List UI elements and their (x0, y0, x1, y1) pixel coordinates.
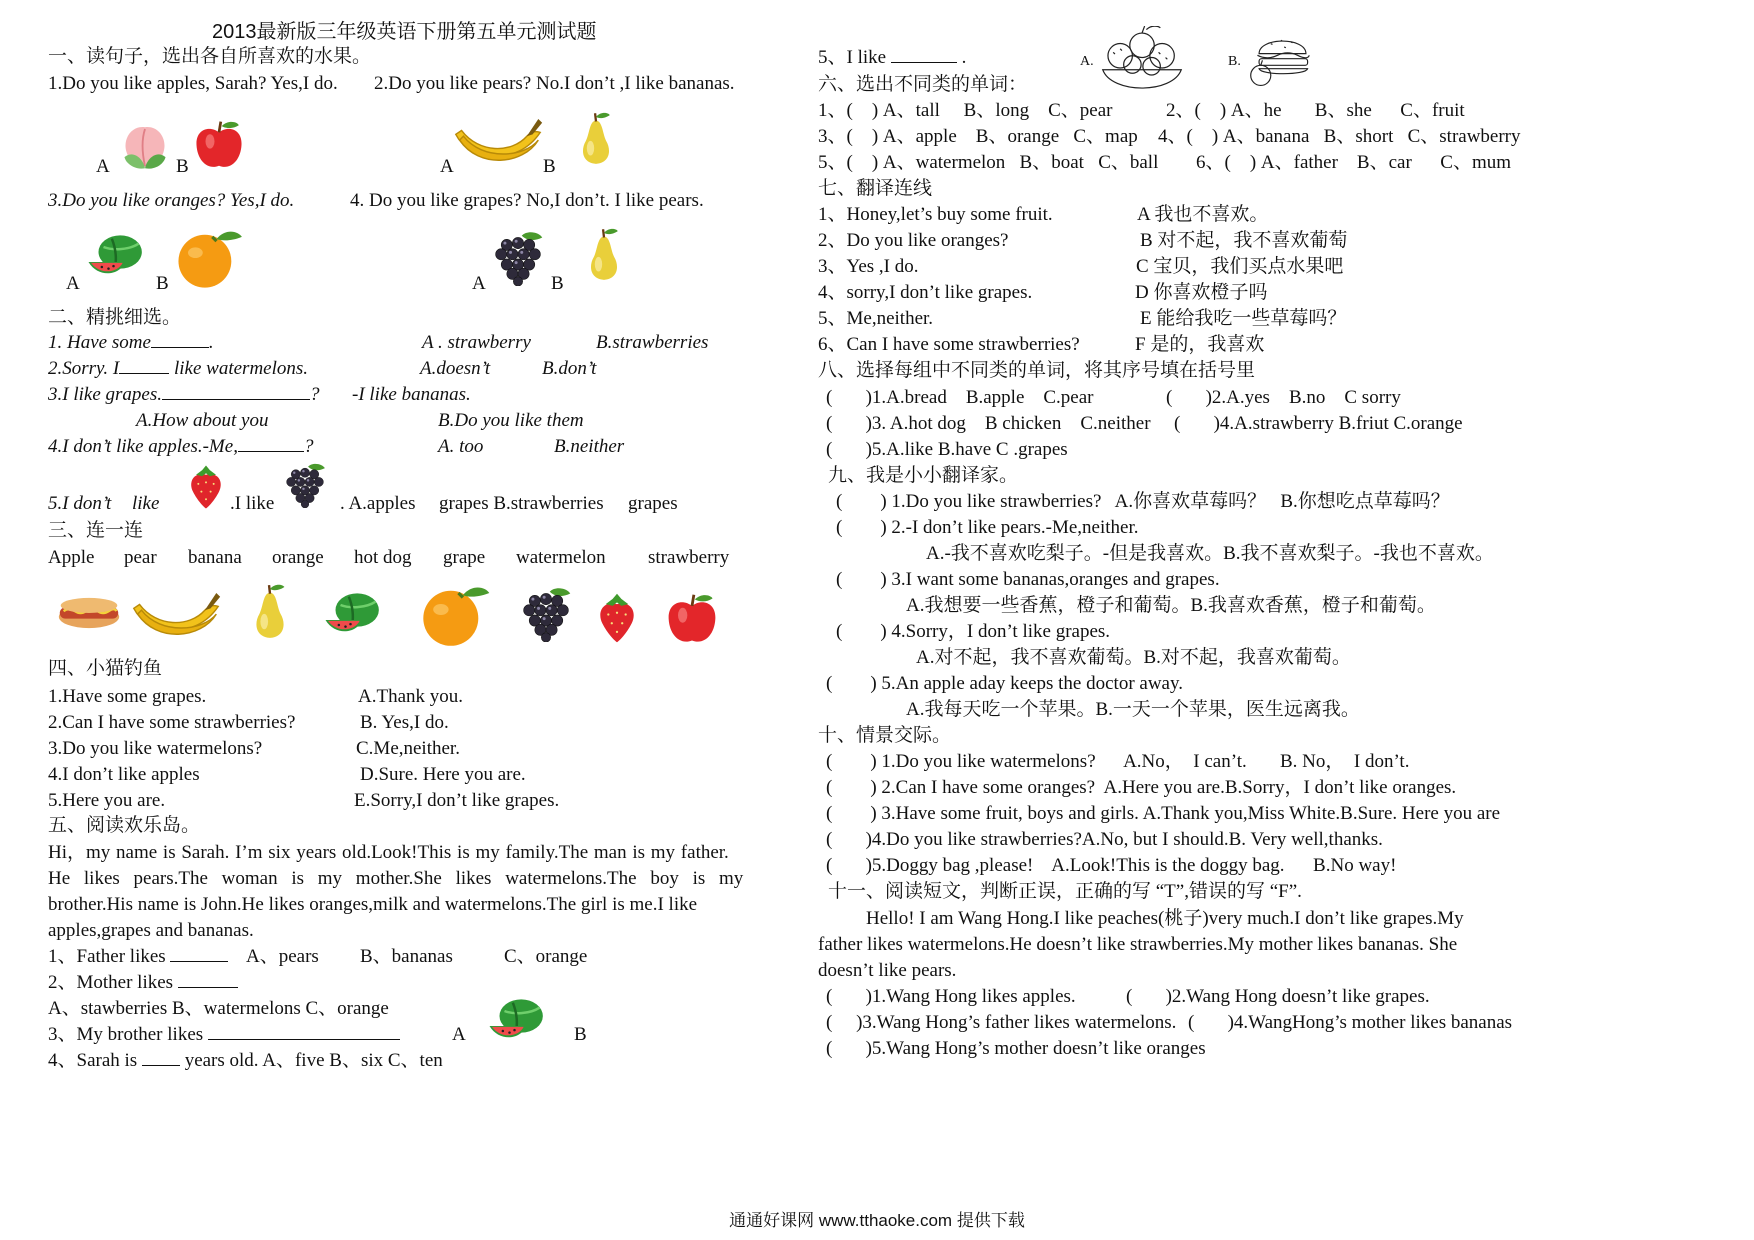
s6-q2: 2、( ) A、he B、she C、fruit (1166, 100, 1465, 121)
s7-left-0: 1、Honey,let’s buy some fruit. (818, 204, 1053, 225)
s2-q3-option-b: B.Do you like them (438, 410, 584, 431)
s4-heading: 四、小猫钓鱼 (48, 658, 163, 679)
s7-heading: 七、翻译连线 (818, 178, 933, 199)
pear-icon (246, 580, 294, 644)
grape-icon (490, 230, 546, 286)
s1-q1-label-a: A (96, 156, 110, 177)
s2-q1-option-b: B.strawberries (596, 332, 709, 353)
s9-q4: ( ) 4.Sorry，I don’t like grapes. (836, 621, 1111, 642)
s5-passage-4: apples,grapes and bananas. (48, 920, 254, 941)
s1-q2-label-a: A (440, 156, 454, 177)
s6-q4: 4、( ) A、banana B、short C、strawberry (1158, 126, 1521, 147)
s1-q2-label-b: B (543, 156, 556, 177)
s3-word-3: orange (272, 547, 324, 568)
s8-q3: ( )3. A.hot dog B chicken C.neither (826, 413, 1151, 434)
s11-passage-2: father likes watermelons.He doesn’t like strawberries.My mother likes bananas. She (818, 934, 1458, 955)
s9-heading: 九、我是小小翻译家。 (828, 465, 1019, 486)
peach-icon (114, 116, 176, 172)
s7-left-2: 3、Yes ,I do. (818, 256, 919, 277)
s2-q5-like: like (132, 493, 160, 514)
hotdog-icon (56, 594, 122, 632)
s4-right-4: E.Sorry,I don’t like grapes. (354, 790, 560, 811)
s2-q3: 3.I like grapes. ? (48, 384, 320, 405)
s1-q2: 2.Do you like pears? No.I don’t ,I like bananas. (374, 73, 735, 94)
s3-word-1: pear (124, 547, 157, 568)
s7-right-0: A 我也不喜欢。 (1137, 204, 1269, 225)
s7-right-2: C 宝贝，我们买点水果吧 (1136, 256, 1344, 277)
s7-left-1: 2、Do you like oranges? (818, 230, 1009, 251)
orange-icon (170, 226, 244, 290)
pear-icon (581, 224, 627, 286)
s4-left-3: 4.I don’t like apples (48, 764, 200, 785)
s3-word-6: watermelon (516, 547, 606, 568)
s6-q6: 6、( ) A、father B、car C、mum (1196, 152, 1512, 173)
s1-q4-label-a: A (472, 273, 486, 294)
s2-q1-option-a: A . strawberry (422, 332, 531, 353)
s4-left-1: 2.Can I have some strawberries? (48, 712, 296, 733)
s5-passage-2: He likes pears.The woman is my mother.She likes watermelons.The boy is my (48, 868, 744, 889)
s2-q4: 4.I don’t like apples.-Me, ? (48, 436, 314, 457)
s5-passage-1: Hi，my name is Sarah. I’m six years old.Look!This is my family.The man is my father. (48, 842, 729, 863)
s2-heading: 二、精挑细选。 (48, 307, 182, 328)
s7-right-4: E 能给我吃一些草莓吗？ (1140, 308, 1347, 329)
s1-heading: 一、读句子，选出各自所喜欢的水果。 (48, 46, 372, 67)
s5-q3-label-a: A (452, 1024, 466, 1045)
s2-q5-start: 5.I don’t (48, 493, 112, 514)
s2-q3-answer: -I like bananas. (352, 384, 471, 405)
s7-right-3: D 你喜欢橙子吗 (1135, 282, 1268, 303)
s3-word-5: grape (443, 547, 486, 568)
s11-q2: ( )2.Wang Hong doesn’t like grapes. (1126, 986, 1430, 1007)
s4-right-1: B. Yes,I do. (360, 712, 449, 733)
s8-q5: ( )5.A.like B.have C .grapes (826, 439, 1068, 460)
s2-q3-option-a: A.How about you (136, 410, 269, 431)
s7-left-4: 5、Me,neither. (818, 308, 934, 329)
s5-q2-options: A、stawberries B、watermelons C、orange (48, 998, 389, 1019)
s7-left-3: 4、sorry,I don’t like grapes. (818, 282, 1033, 303)
s10-heading: 十、情景交际。 (818, 725, 952, 746)
s2-q5-option-b-grapes: grapes (628, 493, 678, 514)
pear-icon (573, 108, 619, 170)
s5-q4: 4、Sarah is years old. A、five B、six C、ten (48, 1050, 443, 1071)
s5-q2: 2、Mother likes (48, 970, 238, 996)
s5-heading: 五、阅读欢乐岛。 (48, 815, 201, 836)
s5-q5-label-b: B. (1228, 54, 1241, 69)
s1-q1: 1.Do you like apples, Sarah? Yes,I do. (48, 73, 338, 94)
s9-q5-options: A.我每天吃一个苹果。B.一天一个苹果，医生远离我。 (906, 699, 1360, 720)
s11-q1: ( )1.Wang Hong likes apples. (826, 986, 1076, 1007)
s9-q5: ( ) 5.An apple aday keeps the doctor away. (826, 673, 1184, 694)
s4-right-2: C.Me,neither. (356, 738, 460, 759)
s5-passage-3: brother.His name is John.He likes oranges,milk and watermelons.The girl is me.I like (48, 894, 698, 915)
s4-left-2: 3.Do you like watermelons? (48, 738, 263, 759)
s9-q1: ( ) 1.Do you like strawberries? A.你喜欢草莓吗？ B.你想吃点草莓吗？ (836, 491, 1450, 512)
s5-q5: 5、I like . (818, 47, 967, 68)
s9-q2-options: A.-我不喜欢吃梨子。-但是我喜欢。B.我不喜欢梨子。-我也不喜欢。 (926, 543, 1494, 564)
s10-q5: ( )5.Doggy bag ,please! A.Look!This is the doggy bag. B.No way! (826, 855, 1397, 876)
s5-q3: 3、My brother likes (48, 1022, 400, 1048)
s11-q3: ( )3.Wang Hong’s father likes watermelons. (826, 1012, 1177, 1033)
s4-right-3: D.Sure. Here you are. (360, 764, 526, 785)
s8-q1: ( )1.A.bread B.apple C.pear (826, 387, 1094, 408)
s3-word-7: strawberry (648, 547, 730, 568)
s4-right-0: A.Thank you. (358, 686, 464, 707)
fruit-bowl-icon (1094, 26, 1190, 96)
s9-q4-options: A.对不起，我不喜欢葡萄。B.对不起，我喜欢葡萄。 (916, 647, 1351, 668)
s6-heading: 六、选出不同类的单词： (818, 74, 1028, 95)
s3-word-2: banana (188, 547, 242, 568)
s6-q5: 5、( ) A、watermelon B、boat C、ball (818, 152, 1159, 173)
s4-left-0: 1.Have some grapes. (48, 686, 207, 707)
s5-q5-label-a: A. (1080, 54, 1094, 69)
s5-q1-option-c: C、orange (504, 946, 588, 967)
s11-passage-3: doesn’t like pears. (818, 960, 957, 981)
s7-right-1: B 对不起，我不喜欢葡萄 (1140, 230, 1348, 251)
s1-q3: 3.Do you like oranges? Yes,I do. (48, 190, 295, 211)
s9-q3: ( ) 3.I want some bananas,oranges and grapes. (836, 569, 1220, 590)
s11-q5: ( )5.Wang Hong’s mother doesn’t like oranges (826, 1038, 1206, 1059)
s10-q1: ( ) 1.Do you like watermelons? A.No， I can’t. B. No， I don’t. (826, 751, 1410, 772)
orange-icon (414, 582, 492, 648)
s2-q4-option-b: B.neither (554, 436, 625, 457)
s11-passage-1: Hello! I am Wang Hong.I like peaches(桃子)very much.I don’t like grapes.My (866, 908, 1464, 929)
s5-q1-option-b: B、bananas (360, 946, 453, 967)
s10-q4: ( )4.Do you like strawberries?A.No, but I should.B. Very well,thanks. (826, 829, 1383, 850)
s2-q4-option-a: A. too (438, 436, 484, 457)
s8-q2: ( )2.A.yes B.no C sorry (1166, 387, 1401, 408)
strawberry-icon (186, 464, 226, 510)
apple-icon (192, 116, 246, 174)
s1-q4: 4. Do you like grapes? No,I don’t. I like pears. (350, 190, 704, 211)
s10-q3: ( ) 3.Have some fruit, boys and girls. A.Thank you,Miss White.B.Sure. Here you are (826, 803, 1501, 824)
s6-q3: 3、( ) A、apple B、orange C、map (818, 126, 1138, 147)
banana-icon (450, 110, 546, 174)
watermelon-icon (80, 232, 152, 282)
s4-left-4: 5.Here you are. (48, 790, 166, 811)
watermelon-icon (318, 590, 388, 640)
s6-q1: 1、( ) A、tall B、long C、pear (818, 100, 1113, 121)
s5-q3-label-b: B (574, 1024, 587, 1045)
s8-heading: 八、选择每组中不同类的单词，将其序号填在括号里 (818, 360, 1256, 381)
s9-q2: ( ) 2.-I don’t like pears.-Me,neither. (836, 517, 1139, 538)
page-title: 2013最新版三年级英语下册第五单元测试题 (212, 21, 597, 43)
footer: 通通好课网 www.tthaoke.com 提供下载 (729, 1211, 1025, 1230)
s5-q1: 1、Father likes (48, 944, 228, 970)
s2-q2-option-a: A.doesn’t (420, 358, 491, 379)
s2-q2: 2.Sorry. I like watermelons. (48, 358, 309, 379)
s2-q5-option-b: grapes B.strawberries (439, 493, 604, 514)
grape-icon (518, 586, 574, 642)
s2-q1: 1. Have some . (48, 332, 214, 353)
s5-q1-option-a: A、pears (246, 946, 319, 967)
s1-q4-label-b: B (551, 273, 564, 294)
burger-icon (1234, 28, 1326, 96)
apple-icon (664, 590, 720, 648)
s7-right-5: F 是的，我喜欢 (1135, 334, 1265, 355)
s1-q3-label-b: B (156, 273, 169, 294)
grape-icon (282, 462, 328, 508)
s2-q2-option-b: B.don’t (542, 358, 597, 379)
strawberry-icon (594, 592, 640, 644)
banana-icon (128, 584, 224, 648)
s3-word-4: hot dog (354, 547, 412, 568)
s3-heading: 三、连一连 (48, 520, 144, 541)
s2-q5-option-a: . A.apples (340, 493, 416, 514)
s2-q5-i-like: .I like (230, 493, 275, 514)
s1-q1-label-b: B (176, 156, 189, 177)
s1-q3-label-a: A (66, 273, 80, 294)
s11-heading: 十一、阅读短文，判断正误，正确的写 “T”,错误的写 “F”. (828, 881, 1302, 902)
s8-q4: ( )4.A.strawberry B.friut C.orange (1174, 413, 1463, 434)
s11-q4: ( )4.WangHong’s mother likes bananas (1188, 1012, 1513, 1033)
s9-q3-options: A.我想要一些香蕉，橙子和葡萄。B.我喜欢香蕉，橙子和葡萄。 (906, 595, 1436, 616)
s10-q2: ( ) 2.Can I have some oranges? A.Here you are.B.Sorry，I don’t like oranges. (826, 777, 1457, 798)
s3-word-0: Apple (48, 547, 95, 568)
watermelon-icon (482, 996, 552, 1046)
s7-left-5: 6、Can I have some strawberries? (818, 334, 1080, 355)
